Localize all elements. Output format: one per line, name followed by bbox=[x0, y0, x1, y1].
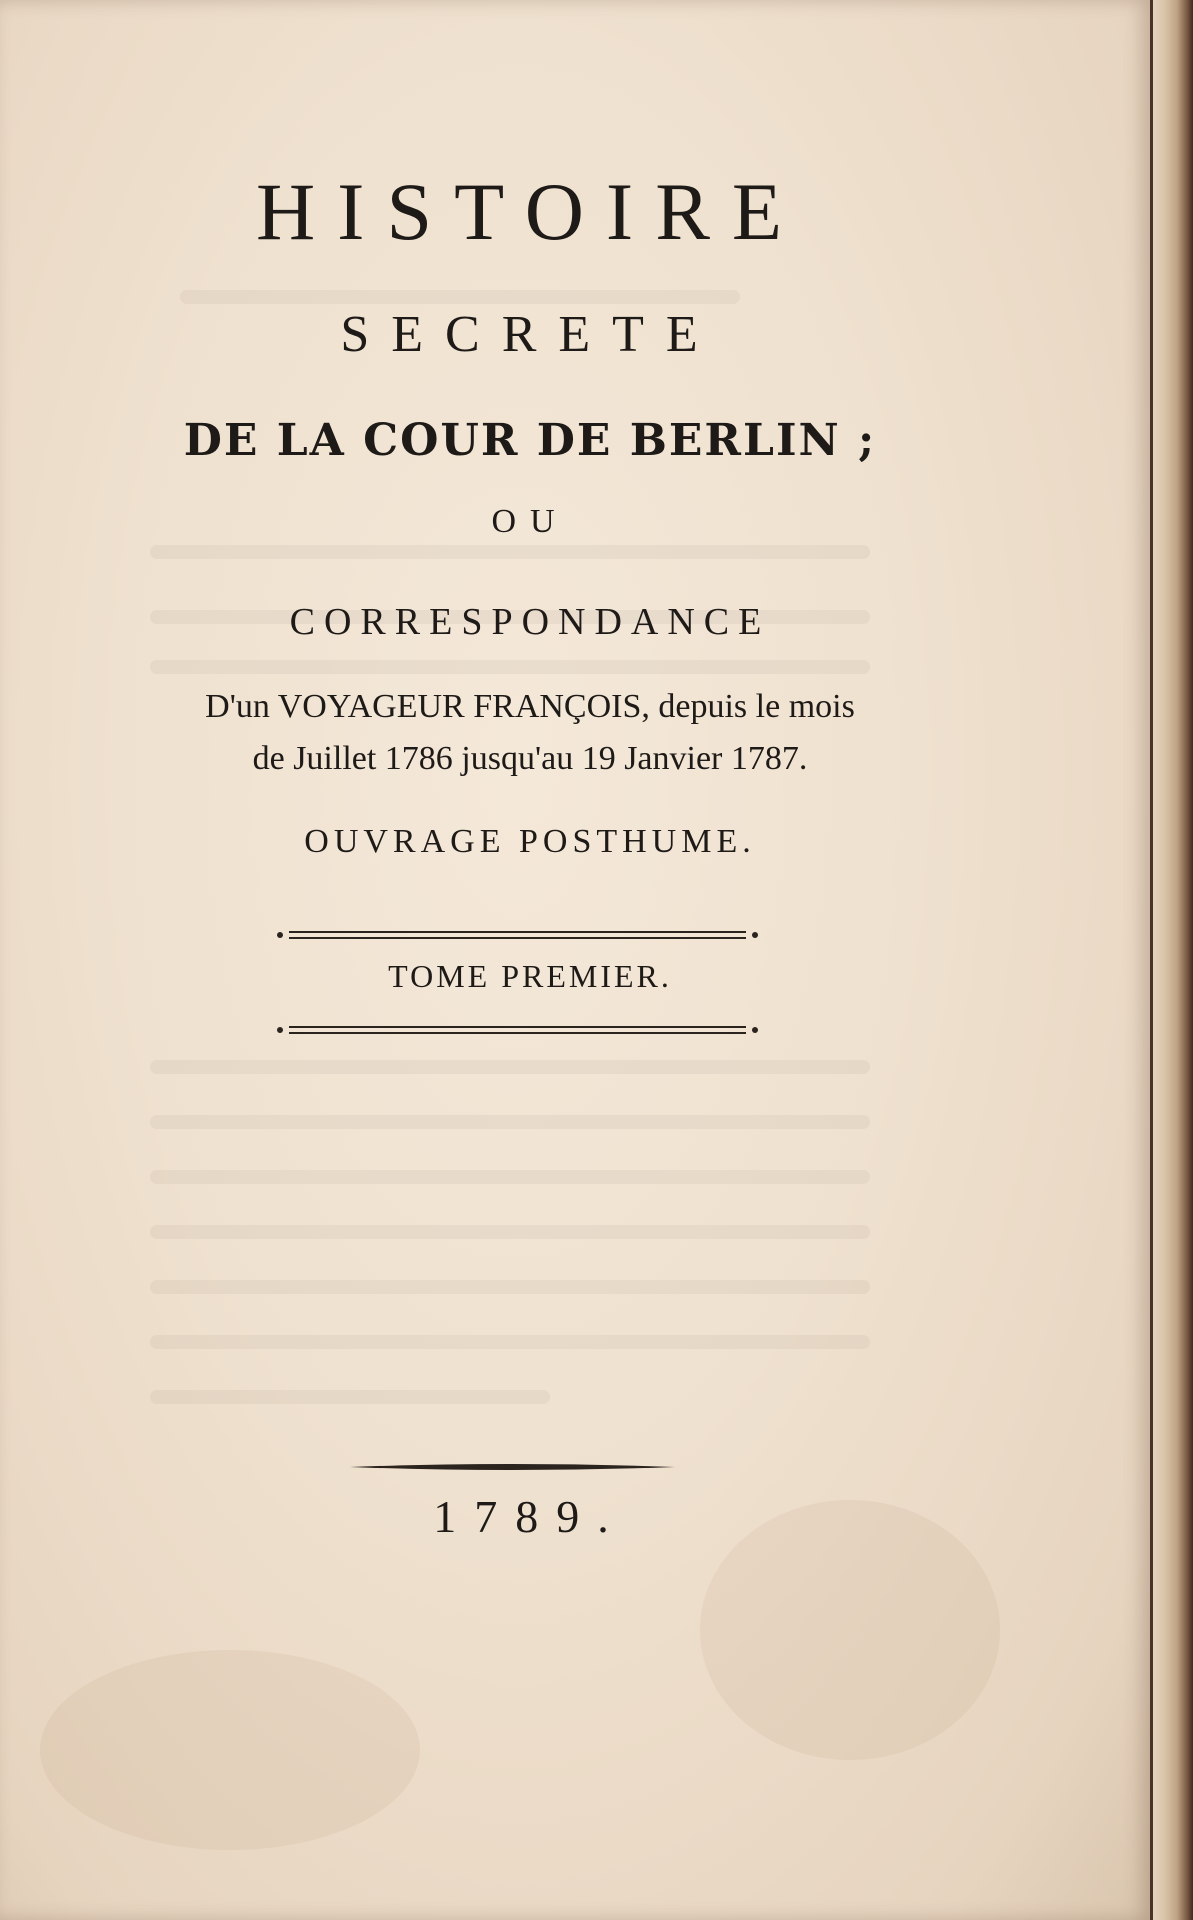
publication-year: 1789. bbox=[433, 1491, 627, 1542]
bleed-through bbox=[150, 1170, 870, 1184]
bleed-through bbox=[150, 1060, 870, 1074]
bleed-through bbox=[150, 1225, 870, 1239]
tapered-rule bbox=[350, 1462, 675, 1472]
paper-stain bbox=[40, 1650, 420, 1850]
title-cour-de-berlin: DE LA COUR DE BERLIN ; bbox=[183, 415, 877, 466]
bleed-through bbox=[180, 290, 740, 304]
bleed-through bbox=[150, 1115, 870, 1129]
double-rule-top bbox=[275, 930, 760, 940]
bleed-through bbox=[150, 1390, 550, 1404]
title-secrete: SECRETE bbox=[340, 306, 720, 363]
subtitle-line-1: D'un VOYAGEUR FRANÇOIS, depuis le mois bbox=[205, 688, 855, 725]
bleed-through bbox=[150, 1335, 870, 1349]
bleed-through bbox=[150, 1280, 870, 1294]
title-correspondance: CORRESPONDANCE bbox=[289, 601, 771, 643]
bleed-through bbox=[150, 545, 870, 559]
posthumous-note: OUVRAGE POSTHUME. bbox=[304, 823, 756, 860]
double-rule-bottom bbox=[275, 1025, 760, 1035]
title-ou: OU bbox=[491, 503, 569, 540]
subtitle-line-2: de Juillet 1786 jusqu'au 19 Janvier 1787. bbox=[252, 740, 808, 777]
bleed-through bbox=[150, 660, 870, 674]
title-histoire: HISTOIRE bbox=[255, 166, 805, 257]
page-edge bbox=[1153, 0, 1193, 1920]
volume-label: TOME PREMIER. bbox=[388, 958, 672, 994]
